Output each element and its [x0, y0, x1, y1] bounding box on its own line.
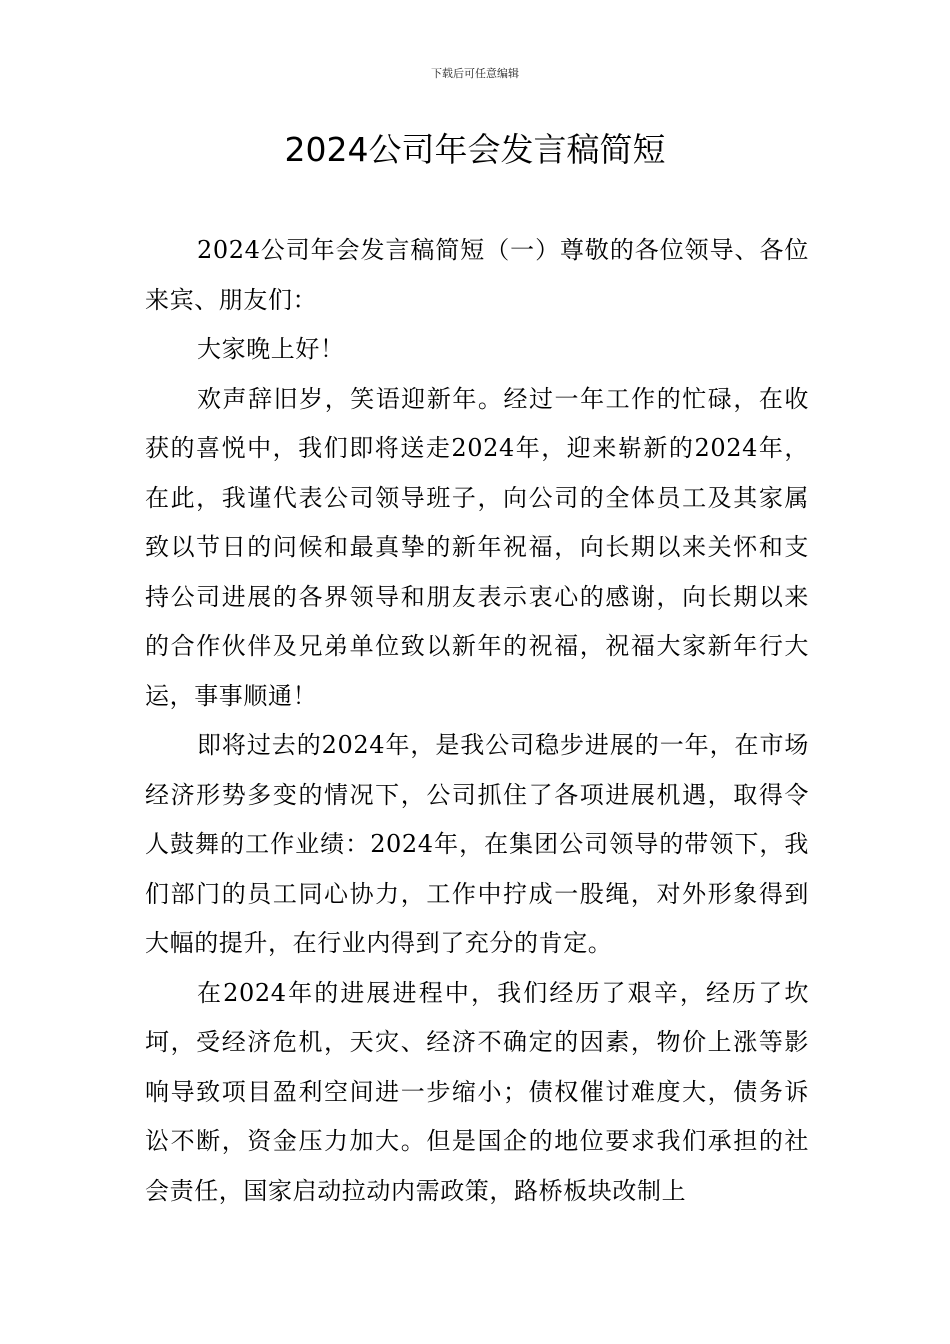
- paragraph-year-review: 即将过去的2024年，是我公司稳步进展的一年，在市场经济形势多变的情况下，公司抓住了各项进展机遇，取得令人鼓舞的工作业绩：2024年，在集团公司领导的带领下，我们部门的员工同心协力，工作中拧成一股绳，对外形象得到大幅的提升，在行业内得到了充分的肯定。: [145, 731, 809, 957]
- document-title: 2024公司年会发言稿简短: [284, 130, 666, 169]
- paragraph-challenges: 在2024年的进展进程中，我们经历了艰辛，经历了坎坷，受经济危机，天灾、经济不确定的因素，物价上涨等影响导致项目盈利空间进一步缩小；债权催讨难度大，债务诉讼不断，资金压力加大。但是国企的地位要求我们承担的社会责任，国家启动拉动内需政策，路桥板块改制上: [145, 978, 809, 1205]
- paragraph-greeting-heading: 2024公司年会发言稿简短（一）尊敬的各位领导、各位来宾、朋友们：: [145, 236, 809, 314]
- paragraph-good-evening: 大家晚上好！: [197, 335, 345, 363]
- paragraph-new-year-wishes: 欢声辞旧岁，笑语迎新年。经过一年工作的忙碌，在收获的喜悦中，我们即将送走2024年，迎来崭新的2024年，在此，我谨代表公司领导班子，向公司的全体员工及其家属致以节日的问候和最真挚的新年祝福，向长期以来关怀和支持公司进展的各界领导和朋友表示衷心的感谢，向长期以来的合作伙伴及兄弟单位致以新年的祝福，祝福大家新年行大运，事事顺通！: [145, 384, 809, 710]
- document-body: [145, 226, 809, 1216]
- header-note: 下载后可任意编辑: [431, 67, 519, 80]
